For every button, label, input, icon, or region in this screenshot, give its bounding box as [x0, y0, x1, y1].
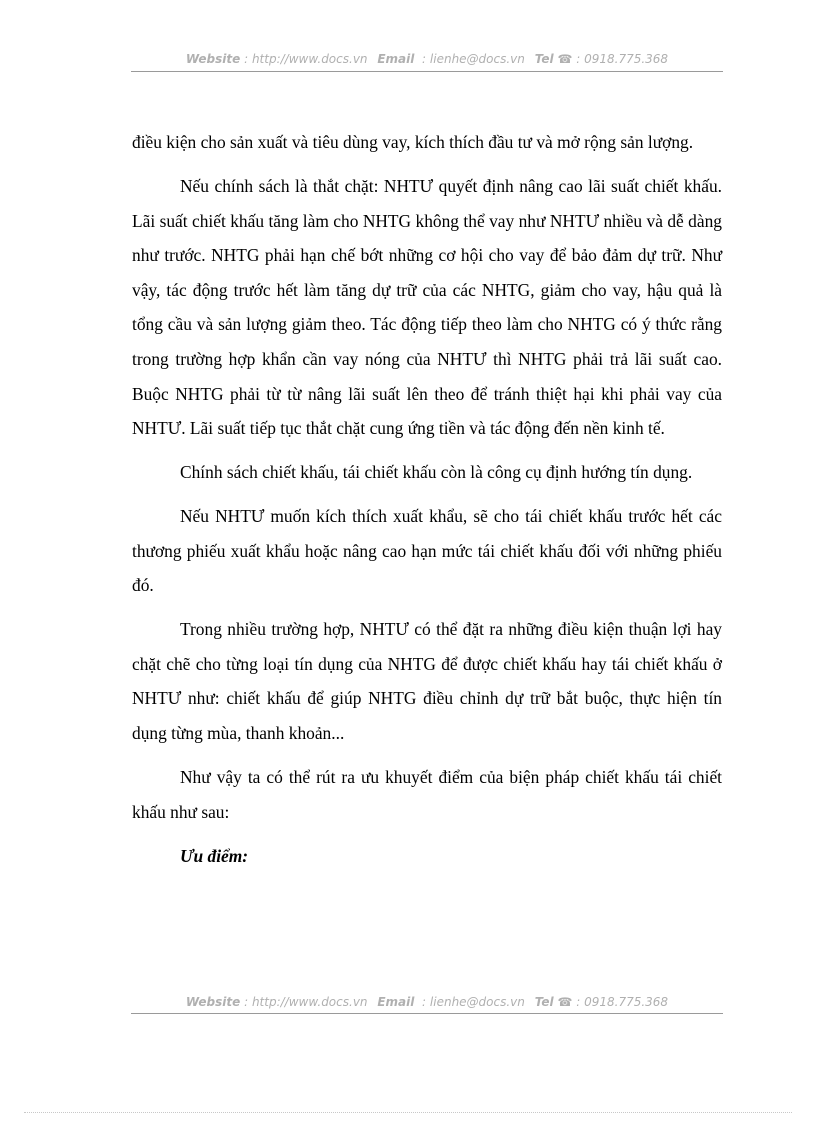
footer-tel-sep: : [576, 995, 581, 1009]
paragraph-4: Nếu NHTƯ muốn kích thích xuất khẩu, sẽ cho tái chiết khấu trước hết các thương phiếu xuất khẩu hoặc nâng cao hạn mức tái chiết khấu đối với những phiếu đó. [132, 506, 722, 596]
header-website-label: Website [185, 52, 241, 66]
header-website-sep: : [244, 52, 249, 66]
footer-website-label: Website [185, 995, 241, 1009]
header-tel-value: 0918.775.368 [584, 52, 669, 66]
footer-tel-label: Tel [534, 995, 554, 1009]
paragraph-2: Nếu chính sách là thắt chặt: NHTƯ quyết định nâng cao lãi suất chiết khấu. Lãi suất chiết khấu tăng làm cho NHTG không thể vay như NHTƯ nhiều và dễ dàng như trước. NHTG phải hạn chế bớt những cơ hội cho vay để bảo đảm dự trữ. Như vậy, tác động trước hết làm tăng dự trữ của các NHTG, giảm cho vay, hậu quả là tổng cầu và sản lượng giảm theo. Tác động tiếp theo làm cho NHTG có ý thức rằng trong trường hợp khẩn cần vay nóng của NHTƯ thì NHTG phải trả lãi suất cao. Buộc NHTG phải từ từ nâng lãi suất lên theo để tránh thiệt hại khi phải vay của NHTƯ. Lãi suất tiếp tục thắt chặt cung ứng tiền và tác động đến nền kinh tế. [132, 175, 722, 439]
paragraph-5: Trong nhiều trường hợp, NHTƯ có thể đặt ra những điều kiện thuận lợi hay chặt chẽ cho từng loại tín dụng của NHTG để được chiết khấu hay tái chiết khấu ở NHTƯ như: chiết khấu để giúp NHTG điều chỉnh dự trữ bắt buộc, thực hiện tín dụng từng mùa, thanh khoản... [132, 619, 722, 744]
header-email-sep: : [422, 52, 427, 66]
header-website-url[interactable]: http://www.docs.vn [251, 52, 368, 66]
header-email-value[interactable]: lienhe@docs.vn [429, 52, 525, 66]
page-footer [131, 995, 723, 1009]
page-bottom-divider [24, 1112, 792, 1113]
phone-icon: ☎ [557, 52, 573, 66]
footer-email-label: Email [377, 995, 415, 1009]
footer-website-url[interactable]: http://www.docs.vn [251, 995, 368, 1009]
phone-icon: ☎ [557, 995, 573, 1009]
paragraph-6: Như vậy ta có thể rút ra ưu khuyết điểm của biện pháp chiết khấu tái chiết khấu như sau: [132, 767, 722, 822]
footer-website-sep: : [244, 995, 249, 1009]
page-header [131, 52, 723, 66]
section-heading: Ưu điểm: [180, 845, 249, 866]
paragraph-1: điều kiện cho sản xuất và tiêu dùng vay, kích thích đầu tư và mở rộng sản lượng. [132, 132, 694, 152]
footer-rule [131, 1013, 723, 1014]
document-body [132, 125, 722, 873]
header-rule [131, 71, 723, 72]
paragraph-3: Chính sách chiết khấu, tái chiết khấu còn là công cụ định hướng tín dụng. [180, 462, 693, 483]
header-tel-label: Tel [534, 52, 554, 66]
header-tel-sep: : [576, 52, 581, 66]
footer-tel-value: 0918.775.368 [584, 995, 669, 1009]
footer-email-value[interactable]: lienhe@docs.vn [429, 995, 525, 1009]
footer-email-sep: : [422, 995, 427, 1009]
header-email-label: Email [377, 52, 415, 66]
